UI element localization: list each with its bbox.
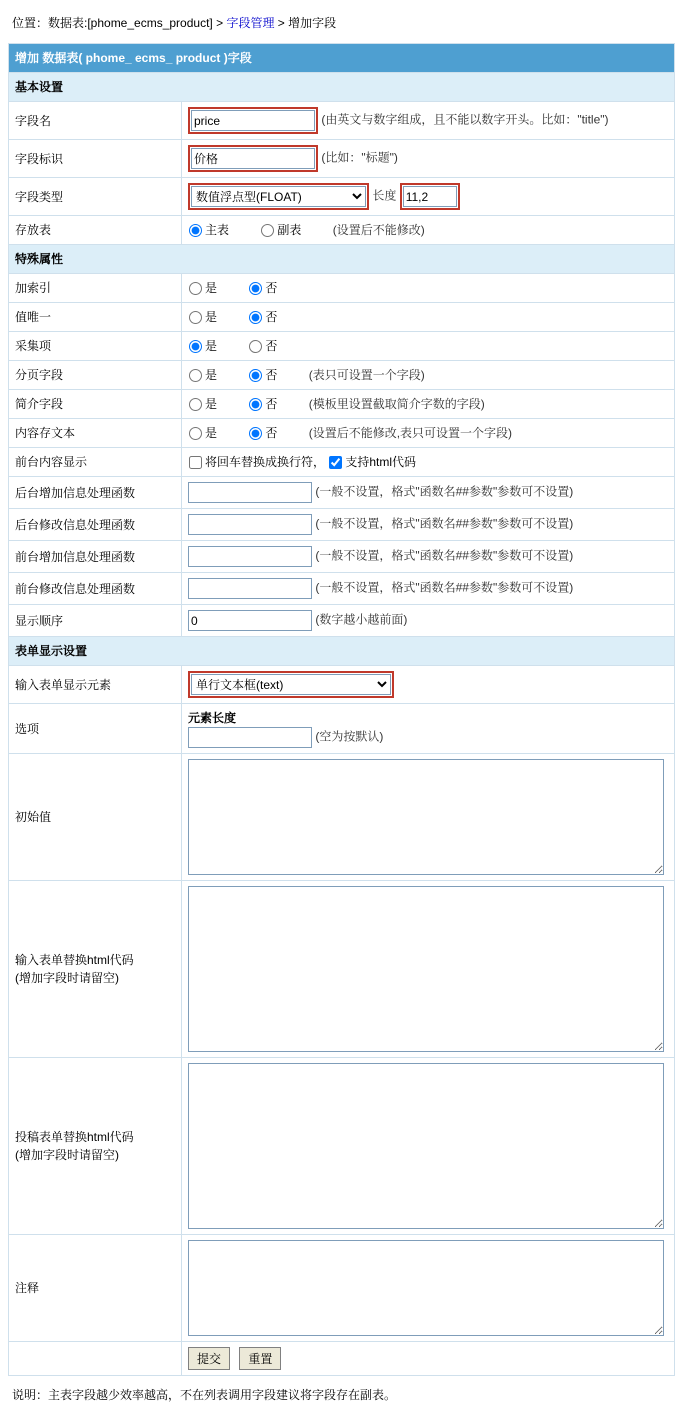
page-field-no-radio[interactable] [249,369,262,382]
display-order-cell [182,605,675,637]
option-label: 选项 [9,704,182,754]
row-unique [9,303,675,332]
post-html-textarea[interactable] [188,1063,664,1229]
store-main-option[interactable] [188,223,243,237]
row-input-html [9,881,675,1058]
element-length-input[interactable] [188,727,312,748]
breadcrumb [0,0,683,43]
input-html-textarea[interactable] [188,886,664,1052]
row-func-backend-edit [9,509,675,541]
content-text-yes-option[interactable] [188,426,231,440]
option-cell [182,704,675,754]
row-option [9,704,675,754]
content-text-no-label: 否 [265,426,278,440]
breadcrumb-sep-1: > [212,16,227,30]
field-type-highlight [188,183,369,210]
field-type-cell [182,178,675,216]
store-main-radio[interactable] [189,224,202,237]
row-collect [9,332,675,361]
collect-no-option[interactable] [248,339,291,353]
section-special-label: 特殊属性 [9,245,675,274]
front-show-cell [182,448,675,477]
row-index [9,274,675,303]
row-field-title [9,140,675,178]
replace-enter-checkbox[interactable] [189,456,202,469]
row-content-text [9,419,675,448]
field-name-highlight [188,107,318,134]
breadcrumb-link-field-manage[interactable]: 字段管理 [226,16,275,30]
post-html-cell [182,1058,675,1235]
index-label: 加索引 [9,274,182,303]
row-display-order [9,605,675,637]
field-name-hint: (由英文与数字组成，且不能以数字开头。比如："title") [321,112,609,127]
intro-field-hint: (模板里设置截取简介字数的字段) [308,397,485,411]
index-yes-radio[interactable] [189,282,202,295]
func-backend-edit-cell [182,509,675,541]
length-highlight [400,183,460,210]
page-field-label: 分页字段 [9,361,182,390]
unique-yes-label: 是 [205,310,218,324]
func-backend-edit-input[interactable] [188,514,312,535]
func-frontend-edit-hint: (一般不设置，格式"函数名##参数"参数可不设置) [315,580,574,595]
breadcrumb-current: 增加字段 [288,16,337,30]
length-input[interactable] [403,186,457,207]
submit-button[interactable]: 提交 [188,1347,230,1370]
input-html-cell [182,881,675,1058]
section-basic-label: 基本设置 [9,73,675,102]
section-basic-row [9,73,675,102]
input-html-label: 输入表单替换html代码 [15,953,134,967]
func-frontend-edit-label: 前台修改信息处理函数 [9,573,182,605]
row-buttons [9,1342,675,1376]
post-html-sublabel: (增加字段时请留空) [15,1148,119,1162]
func-backend-edit-label: 后台修改信息处理函数 [9,509,182,541]
page-field-yes-radio[interactable] [189,369,202,382]
func-backend-add-cell [182,477,675,509]
field-title-input[interactable] [191,148,315,169]
field-type-label: 字段类型 [9,178,182,216]
collect-no-label: 否 [265,339,278,353]
init-value-label: 初始值 [9,754,182,881]
unique-yes-option[interactable] [188,310,231,324]
row-intro-field [9,390,675,419]
form-element-label: 输入表单显示元素 [9,666,182,704]
form-element-select[interactable] [191,674,391,695]
note-textarea[interactable] [188,1240,664,1336]
row-front-show [9,448,675,477]
post-html-label: 投稿表单替换html代码 [15,1130,134,1144]
row-field-name [9,102,675,140]
breadcrumb-sep-2: > [274,16,289,30]
collect-cell [182,332,675,361]
intro-field-no-label: 否 [265,397,278,411]
func-frontend-edit-input[interactable] [188,578,312,599]
row-init-value [9,754,675,881]
row-form-element [9,666,675,704]
replace-enter-label: 将回车替换成换行符， [205,455,326,469]
func-backend-add-input[interactable] [188,482,312,503]
store-table-label: 存放表 [9,216,182,245]
form-element-cell [182,666,675,704]
index-no-label: 否 [265,281,278,295]
init-value-cell [182,754,675,881]
content-text-no-option[interactable] [248,426,291,440]
post-html-label-cell [9,1058,182,1235]
intro-field-no-option[interactable] [248,397,291,411]
field-title-label: 字段标识 [9,140,182,178]
content-text-cell [182,419,675,448]
content-text-hint: (设置后不能修改,表只可设置一个字段) [308,426,513,440]
intro-field-yes-option[interactable] [188,397,231,411]
note-cell [182,1235,675,1342]
support-html-label: 支持html代码 [345,455,417,469]
page-field-no-label: 否 [265,368,278,382]
section-formdisplay-row [9,637,675,666]
support-html-checkbox[interactable] [329,456,342,469]
unique-no-label: 否 [265,310,278,324]
intro-field-yes-label: 是 [205,397,218,411]
buttons-cell [182,1342,675,1376]
reset-button[interactable]: 重置 [239,1347,281,1370]
page-field-no-option[interactable] [248,368,291,382]
intro-field-cell [182,390,675,419]
element-length-label: 元素长度 [188,711,237,725]
func-backend-edit-hint: (一般不设置，格式"函数名##参数"参数可不设置) [315,516,574,531]
store-sub-option[interactable] [260,223,315,237]
row-page-field [9,361,675,390]
page-field-yes-option[interactable] [188,368,231,382]
row-func-frontend-add [9,541,675,573]
field-name-input[interactable] [191,110,315,131]
section-special-row [9,245,675,274]
display-order-input[interactable] [188,610,312,631]
page-field-cell [182,361,675,390]
index-cell [182,274,675,303]
unique-no-option[interactable] [248,310,291,324]
store-sub-radio[interactable] [261,224,274,237]
element-length-hint: (空为按默认) [315,729,384,744]
index-no-option[interactable] [248,281,291,295]
func-frontend-edit-cell [182,573,675,605]
func-frontend-add-label: 前台增加信息处理函数 [9,541,182,573]
section-formdisplay-label: 表单显示设置 [9,637,675,666]
content-text-yes-label: 是 [205,426,218,440]
page-field-yes-label: 是 [205,368,218,382]
form-element-highlight [188,671,394,698]
collect-yes-option[interactable] [188,339,231,353]
row-store-table [9,216,675,245]
field-name-cell [182,102,675,140]
store-hint: (设置后不能修改) [332,223,425,237]
store-sub-label: 副表 [277,223,302,237]
row-func-backend-add [9,477,675,509]
collect-yes-label: 是 [205,339,218,353]
intro-field-no-radio[interactable] [249,398,262,411]
collect-yes-radio[interactable] [189,340,202,353]
index-no-radio[interactable] [249,282,262,295]
collect-no-radio[interactable] [249,340,262,353]
content-text-no-radio[interactable] [249,427,262,440]
index-yes-label: 是 [205,281,218,295]
field-title-highlight [188,145,318,172]
intro-field-yes-radio[interactable] [189,398,202,411]
row-note [9,1235,675,1342]
add-field-form [8,43,675,1376]
page-field-hint: (表只可设置一个字段) [308,368,425,382]
row-func-frontend-edit [9,573,675,605]
display-order-hint: (数字越小越前面) [315,612,408,627]
func-backend-add-label: 后台增加信息处理函数 [9,477,182,509]
display-order-label: 显示顺序 [9,605,182,637]
func-frontend-add-input[interactable] [188,546,312,567]
unique-yes-radio[interactable] [189,311,202,324]
note-label: 注释 [9,1235,182,1342]
input-html-label-cell [9,881,182,1058]
field-title-cell [182,140,675,178]
buttons-spacer [9,1342,182,1376]
func-backend-add-hint: (一般不设置，格式"函数名##参数"参数可不设置) [315,484,574,499]
length-label: 长度 [372,188,397,203]
index-yes-option[interactable] [188,281,231,295]
field-name-label: 字段名 [9,102,182,140]
content-text-label: 内容存文本 [9,419,182,448]
func-frontend-add-cell [182,541,675,573]
store-table-cell [182,216,675,245]
unique-no-radio[interactable] [249,311,262,324]
unique-cell [182,303,675,332]
intro-field-label: 简介字段 [9,390,182,419]
input-html-sublabel: (增加字段时请留空) [15,971,119,985]
front-show-label: 前台内容显示 [9,448,182,477]
unique-label: 值唯一 [9,303,182,332]
row-field-type [9,178,675,216]
init-value-textarea[interactable] [188,759,664,875]
collect-label: 采集项 [9,332,182,361]
field-type-select[interactable] [191,186,366,207]
row-post-html [9,1058,675,1235]
footer-note: 说明：主表字段越少效率越高，不在列表调用字段建议将字段存在副表。 [12,1388,397,1402]
store-main-label: 主表 [205,223,230,237]
content-text-yes-radio[interactable] [189,427,202,440]
func-frontend-add-hint: (一般不设置，格式"函数名##参数"参数可不设置) [315,548,574,563]
panel-title: 增加 数据表( phome_ ecms_ product )字段 [9,44,675,73]
panel-title-row [9,44,675,73]
field-title-hint: (比如："标题") [321,150,398,165]
breadcrumb-prefix: 位置：数据表:[phome_ecms_product] [12,16,213,30]
